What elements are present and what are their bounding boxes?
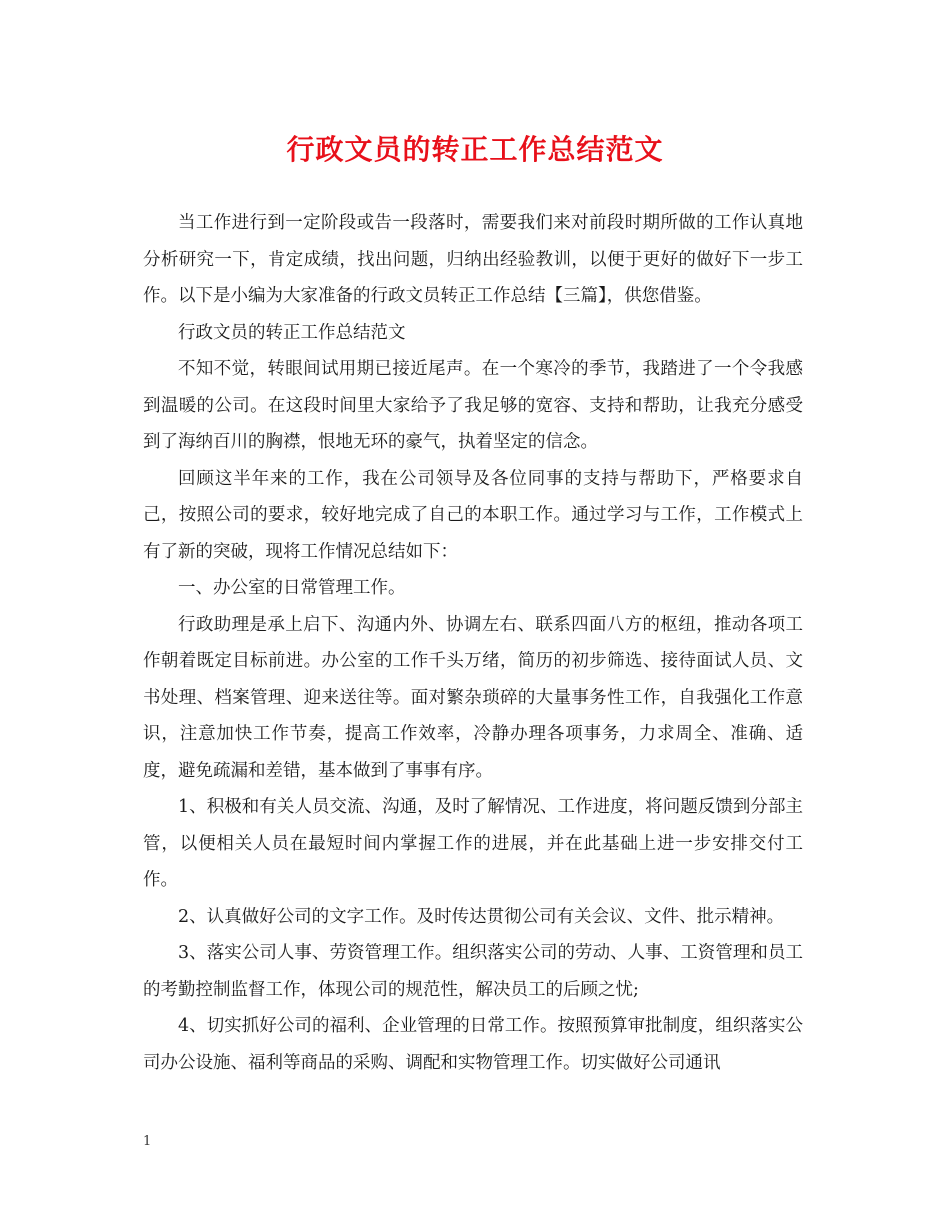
list-item: 1、积极和有关人员交流、沟通，及时了解情况、工作进度，将问题反馈到分部主管，以便相关人员在最短时间内掌握工作的进展，并在此基础上进一步安排交付工作。	[143, 797, 803, 890]
body-paragraph: 回顾这半年来的工作，我在公司领导及各位同事的支持与帮助下，严格要求自己，按照公司的要求，较好地完成了自己的本职工作。通过学习与工作，工作模式上有了新的突破，现将工作情况总结如下：	[143, 468, 803, 562]
list-item: 2、认真做好公司的文字工作。及时传达贯彻公司有关会议、文件、批示精神。	[178, 906, 785, 927]
section-subheading: 一、办公室的日常管理工作。	[178, 578, 406, 598]
body-paragraph: 行政助理是承上启下、沟通内外、协调左右、联系四面八方的枢纽，推动各项工作朝着既定目标前进。办公室的工作千头万绪，简历的初步筛选、接待面试人员、文书处理、档案管理、迎来送往等。面对繁杂琐碎的大量事务性工作，自我强化工作意识，注意加快工作节奏，提高工作效率，冷静办理各项事务，力求周全、准确、适度，避免疏漏和差错，基本做到了事事有序。	[143, 614, 803, 781]
document-title: 行政文员的转正工作总结范文	[286, 133, 664, 166]
document-body	[143, 205, 803, 1081]
page-number: 1	[143, 1134, 152, 1149]
list-item: 4、切实抓好公司的福利、企业管理的日常工作。按照预算审批制度，组织落实公司办公设施、福利等商品的采购、调配和实物管理工作。切实做好公司通讯	[143, 1016, 803, 1073]
list-item: 3、落实公司人事、劳资管理工作。组织落实公司的劳动、人事、工资管理和员工的考勤控制监督工作，体现公司的规范性，解决员工的后顾之忧;	[143, 943, 803, 1000]
body-paragraph: 不知不觉，转眼间试用期已接近尾声。在一个寒冷的季节，我踏进了一个令我感到温暖的公司。在这段时间里大家给予了我足够的宽容、支持和帮助，让我充分感受到了海纳百川的胸襟，恨地无环的豪气，执着坚定的信念。	[143, 359, 803, 452]
section-heading: 行政文员的转正工作总结范文	[178, 322, 406, 343]
intro-paragraph: 当工作进行到一定阶段或告一段落时，需要我们来对前段时期所做的工作认真地分析研究一下，肯定成绩，找出问题，归纳出经验教训，以便于更好的做好下一步工作。以下是小编为大家准备的行政文员转正工作总结【三篇】，供您借鉴。	[143, 213, 803, 306]
